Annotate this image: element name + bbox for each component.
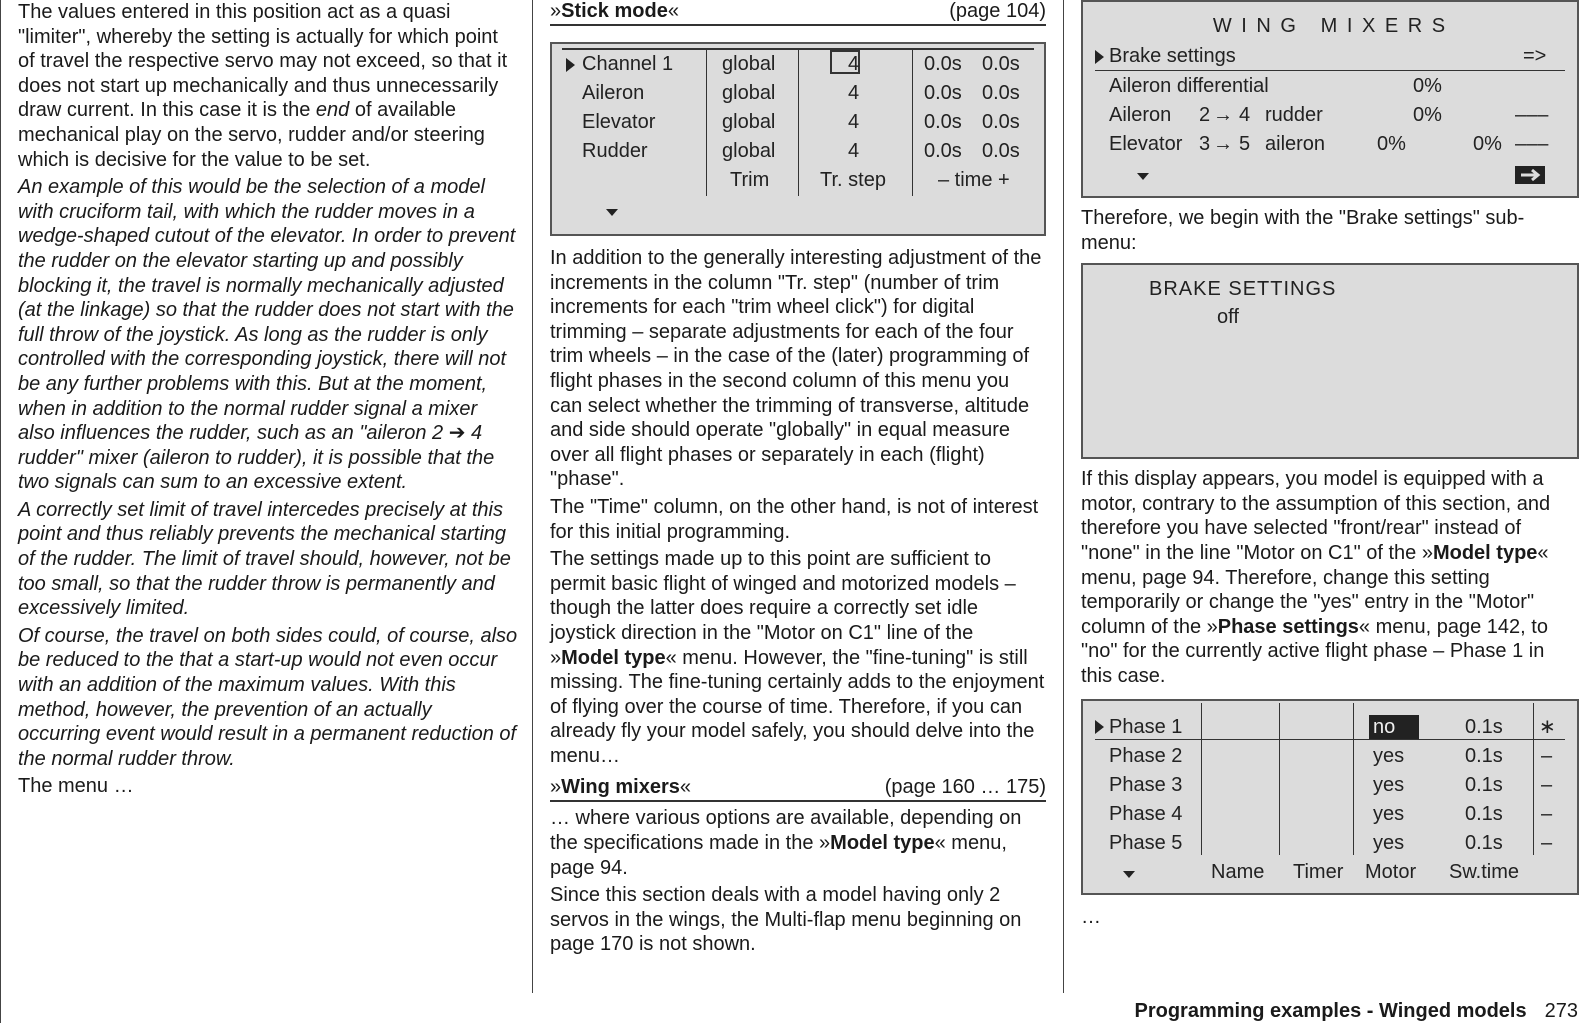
stick-mode-display [550,42,1046,236]
row-name: Rudder [582,140,648,162]
column-label-motor: Motor [1365,860,1417,883]
switch-time: 0.1s [1465,831,1503,854]
page-footer [1134,1000,1578,1023]
display-title: BRAKE SETTINGS [1149,278,1337,301]
row-name: Elevator [582,111,656,133]
switch-marker: – [1541,773,1553,796]
row-time-plus: 0.0s [982,53,1020,75]
paragraph: Since this section deals with a model having only 2 servos in the wings, the Multi-flap menu beginning on page 170 is not shown. [550,884,1022,956]
mixer-target: rudder [1265,104,1323,126]
mixer-from: 2 [1199,104,1211,126]
phase-name: Phase 2 [1109,744,1183,767]
column-label-swtime: Sw.time [1449,860,1520,883]
column-label-step: Tr. step [820,169,886,191]
row-name: Channel 1 [582,53,674,75]
paragraph: In addition to the generally interesting adjustment of the increments in the column "Tr. step" (number of trim increments for each "trim wheel click") for digital trimming – separate adjustments for each of the four trim wheels – in the case of the (later) programming of flight phases in the second column of this menu you can select whether the trimming of transverse, altitude and side should operate "globally" in equal measure over all flight phases or separately in each (flight) "phase". [550,247,1042,491]
switch-time: 0.1s [1465,744,1503,767]
motor-value-selected[interactable]: no [1369,715,1419,740]
mixer-source: Aileron [1109,104,1172,126]
phase-name: Phase 3 [1109,773,1183,796]
scroll-down-icon [1137,173,1149,180]
wing-mixers-page-ref: (page 160 … 175) [884,776,1046,799]
paragraph-menu: The menu … [18,775,134,798]
motor-value: yes [1373,773,1405,796]
mixer-switch: ––– [1515,104,1549,126]
brake-settings-item[interactable]: Brake settings [1109,45,1236,67]
switch-marker: ∗ [1539,715,1556,738]
brake-value: off [1217,306,1239,329]
row-time-minus: 0.0s [924,140,962,162]
motor-value: yes [1373,744,1405,767]
mixer-target: aileron [1265,133,1326,155]
ellipsis: … [1081,905,1101,928]
wing-mixers-display [1081,0,1579,198]
left-column [18,0,518,802]
right-column [1081,0,1579,932]
paragraph-travel: Of course, the travel on both sides could, of course, also be reduced to the that a start-up would not even occur with an addition of the maximum values. With this method, however, the prevention of an actually occurring event would result in a permanent reduction of the normal rudder throw. [18,624,518,770]
submenu-arrow-icon: => [1523,45,1547,67]
paragraph: Therefore, we begin with the "Brake settings" sub-menu: [1081,207,1525,254]
row-time-minus: 0.0s [924,111,962,133]
switch-marker: – [1541,802,1553,825]
row-time-minus: 0.0s [924,82,962,104]
scroll-down-icon [606,209,618,216]
row-step: 4 [848,140,860,162]
paragraph-limit: A correctly set limit of travel intercedes precisely at this point and thus reliably prevents the mechanical starting of the rudder. The limit of travel should, however, not be too small, so that the rudder throw is permanently and excessively limited. [18,498,511,620]
row-step: 4 [848,111,860,133]
aileron-differential-label: Aileron differential [1109,75,1269,97]
row-time-plus: 0.0s [982,140,1020,162]
phase-name: Phase 1 [1109,715,1183,738]
column-label-timer: Timer [1293,860,1344,883]
selection-marker-icon [1095,720,1104,734]
mixer-value-2: 0% [1473,133,1502,155]
phase-name: Phase 5 [1109,831,1183,854]
switch-time: 0.1s [1465,773,1503,796]
switch-marker: – [1541,831,1553,854]
row-mode: global [722,53,776,75]
middle-column [550,0,1046,960]
brake-settings-display [1081,263,1579,459]
stick-mode-header: »Stick mode« (page 104) [550,0,1046,26]
column-label-time: – time + [938,169,1010,191]
stick-mode-title: Stick mode [561,0,668,22]
aileron-differential-value: 0% [1413,75,1442,97]
mixer-value-1: 0% [1377,133,1406,155]
row-time-minus: 0.0s [924,53,962,75]
mixer-from: 3 [1199,133,1211,155]
paragraph: … where various options are available, depending on the specifications made in the »Model type« menu, page 94. [550,807,1022,879]
mixer-value: 0% [1413,104,1442,126]
row-step: 4 [848,82,860,104]
page-edge [0,0,1,1023]
paragraph-example: An example of this would be the selection of a model with cruciform tail, with which the rudder moves in a wedge-shaped cutout of the elevator. In order to prevent the rudder on the elevator starting up and possibly blocking it, the travel is normally mechanically adjusted (at the linkage) so that the rudder does not start with the full throw of the joystick. As long as the rudder is only controlled with the corresponding joystick, there will not be any further problems with this. But at the moment, when in addition to the normal rudder signal a mixer also influences the rudder, such as an "aileron 2 ➔ 4 rudder" mixer (aileron to rudder), it is possible that the two signals can sum to an excessive extent. [18,176,516,494]
column-divider [532,0,533,993]
stick-mode-page-ref: (page 104) [949,0,1046,22]
row-mode: global [722,140,776,162]
row-step: 4 [848,53,860,75]
column-divider [1063,0,1064,993]
motor-value: yes [1373,831,1405,854]
paragraph: The settings made up to this point are sufficient to permit basic flight of winged and motorized models – though the latter does require a correctly set idle joystick direction in the "Motor on C1" line of the »Model type« menu. However, the "fine-tuning" is still missing. The fine-tuning certainly adds to the enjoyment of flying over the course of time. Therefore, if you can already fly your model safely, you should delve into the menu… [550,548,1045,767]
arrow-right-icon: → [1213,104,1233,126]
mixer-source: Elevator [1109,133,1183,155]
selection-marker-icon [566,58,575,72]
paragraph: If this display appears, you model is equipped with a motor, contrary to the assumption of this section, and therefore you have selected "front/rear" instead of "none" in the line "Motor on C1" of the »Model type« menu, page 94. Therefore, change this setting temporarily or change the "yes" entry in the "Motor" column of the »Phase settings« menu, page 142, to "no" for the currently active flight phase – Phase 1 in this case. [1081,468,1551,687]
phase-settings-display [1081,699,1579,895]
row-mode: global [722,111,776,133]
mixer-switch: ––– [1515,133,1549,155]
paragraph: The "Time" column, on the other hand, is not of interest for this initial programming. [550,495,1039,543]
scroll-down-icon [1123,871,1135,878]
arrow-right-icon: → [1213,133,1233,155]
mixer-to: 4 [1239,104,1251,126]
footer-title: Programming examples - Winged models [1134,1000,1527,1022]
row-name: Aileron [582,82,645,104]
paragraph: The values entered in this position act as a quasi "limiter", whereby the setting is actually for which point of travel the respective servo may not exceed, so that it does not start up mechanically and thus unnecessarily draw current. In this case it is the end of available mechanical play on the servo, rudder and/or steering which is decisive for the value to be set. [18,1,508,171]
next-page-icon[interactable] [1515,166,1545,184]
switch-time: 0.1s [1465,802,1503,825]
motor-value: yes [1373,802,1405,825]
switch-time: 0.1s [1465,715,1503,738]
row-time-plus: 0.0s [982,82,1020,104]
wing-mixers-header: »Wing mixers« (page 160 … 175) [550,776,1046,802]
page-number: 273 [1544,1000,1578,1022]
phase-name: Phase 4 [1109,802,1183,825]
row-time-plus: 0.0s [982,111,1020,133]
row-mode: global [722,82,776,104]
mixer-to: 5 [1239,133,1251,155]
wing-mixers-title: Wing mixers [561,776,680,799]
column-label-name: Name [1211,860,1265,883]
switch-marker: – [1541,744,1553,767]
selection-marker-icon [1095,50,1104,64]
column-label-trim: Trim [730,169,770,191]
display-title: W I N G M I X E R S [1212,15,1448,37]
